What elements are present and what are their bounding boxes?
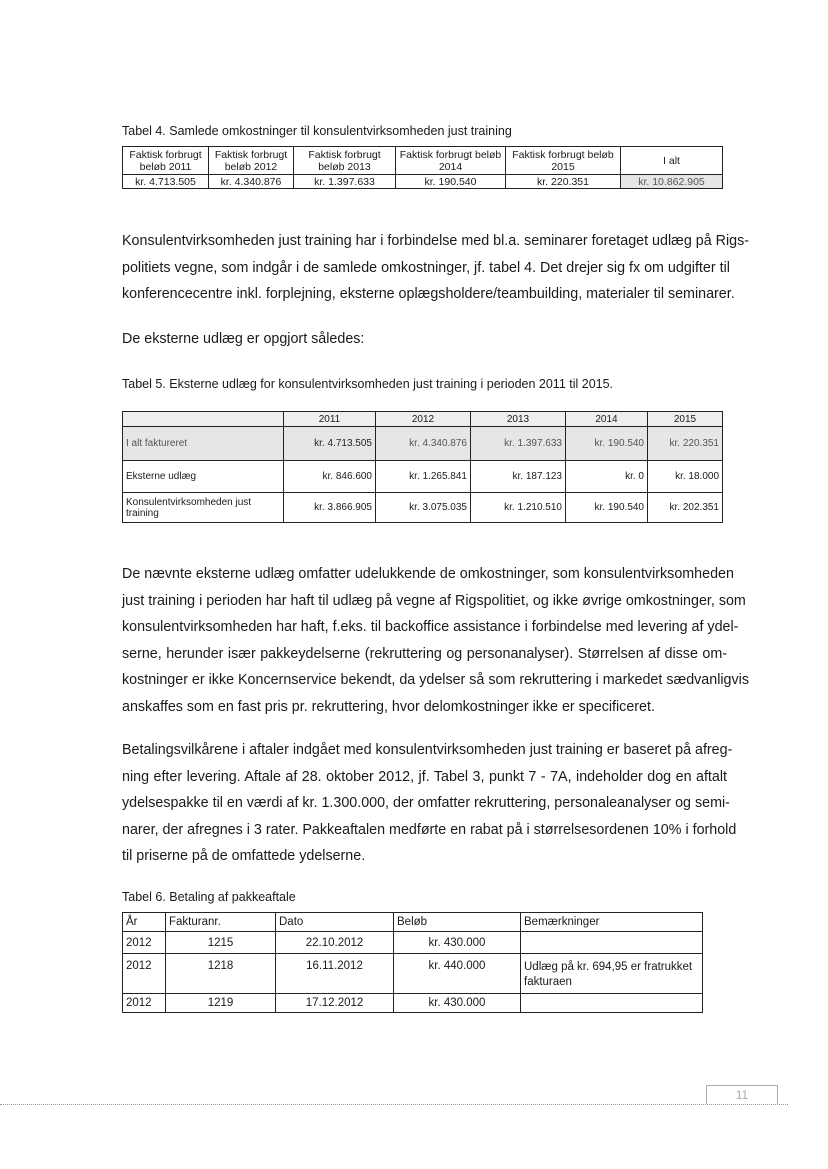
table4-cell: kr. 4.713.505	[123, 175, 209, 189]
table4-header: Faktisk forbrugt beløb 2015	[506, 147, 621, 175]
text-line: ydelsespakke til en værdi af kr. 1.300.000, der omfatter rekruttering, personaleanalyser og semi-	[122, 795, 730, 811]
table4-header: Faktisk forbrugt beløb 2013	[294, 147, 396, 175]
table5-cell: kr. 3.866.905	[284, 493, 376, 523]
paragraph-1	[122, 228, 750, 308]
table4-caption: Tabel 4. Samlede omkostninger til konsulentvirksomheden just training	[122, 124, 512, 138]
table6-header: Beløb	[394, 913, 521, 932]
table4-cell: kr. 1.397.633	[294, 175, 396, 189]
text-line: anskaffes som en fast pris pr. rekruttering, hvor delomkostninger ikke er specificeret.	[122, 698, 655, 715]
row-label: Eksterne udlæg	[123, 461, 284, 493]
table5-cell: kr. 187.123	[471, 461, 566, 493]
table6-cell: 22.10.2012	[276, 932, 394, 954]
table6-cell	[521, 994, 703, 1013]
table4-cell: kr. 4.340.876	[209, 175, 294, 189]
table6-cell: 2012	[123, 954, 166, 994]
table5-cell: kr. 4.713.505	[284, 427, 376, 461]
table4-header: Faktisk forbrugt beløb 2012	[209, 147, 294, 175]
footer-divider	[0, 1104, 788, 1105]
table5-cell: kr. 1.397.633	[471, 427, 566, 461]
text-line: ning efter levering. Aftale af 28. oktober 2012, jf. Tabel 3, punkt 7 - 7A, indeholder dog en aftalt	[122, 768, 727, 785]
table4-header: Faktisk forbrugt beløb 2011	[123, 147, 209, 175]
table6-cell	[521, 932, 703, 954]
table6-cell: kr. 430.000	[394, 932, 521, 954]
table6-header: Bemærkninger	[521, 913, 703, 932]
table6-cell: 17.12.2012	[276, 994, 394, 1013]
table5-cell: kr. 1.210.510	[471, 493, 566, 523]
table6-cell: 16.11.2012	[276, 954, 394, 994]
table6-cell: kr. 440.000	[394, 954, 521, 994]
table4	[122, 146, 723, 189]
text-line: konferencecentre inkl. forplejning, eksterne oplægsholdere/teambuilding, materialer til seminarer.	[122, 286, 735, 302]
text-line: serne, herunder især pakkeydelserne (rekruttering og personanalyser). Størrelsen af disse om-	[122, 645, 727, 662]
year-header: 2013	[471, 412, 566, 427]
table6-caption: Tabel 6. Betaling af pakkeaftale	[122, 890, 296, 904]
year-header: 2014	[566, 412, 648, 427]
table5-cell: kr. 18.000	[648, 461, 723, 493]
text-line: just training i perioden har haft til udlæg på vegne af Rigspolitiet, og ikke øvrige omkostninger, som	[122, 592, 746, 609]
table-row	[123, 932, 703, 954]
text-line: til priserne på de omfattede ydelserne.	[122, 848, 366, 864]
table6-header: Dato	[276, 913, 394, 932]
text-line: Betalingsvilkårene i aftaler indgået med konsulentvirksomheden just training er baseret på afreg-	[122, 742, 733, 758]
table6-cell: kr. 430.000	[394, 994, 521, 1013]
table4-header: Faktisk forbrugt beløb 2014	[396, 147, 506, 175]
table-row	[123, 994, 703, 1013]
table5-cell: kr. 190.540	[566, 427, 648, 461]
text-line: Konsulentvirksomheden just training har i forbindelse med bl.a. seminarer foretaget udlæg på Rigs-	[122, 233, 750, 249]
table5-cell: kr. 220.351	[648, 427, 723, 461]
paragraph-4	[122, 737, 737, 870]
table6-cell: 2012	[123, 932, 166, 954]
table5-cell: kr. 1.265.841	[376, 461, 471, 493]
text-line: De nævnte eksterne udlæg omfatter udelukkende de omkostninger, som konsulentvirksomheden	[122, 566, 734, 582]
table5-cell: kr. 190.540	[566, 493, 648, 523]
table4-cell: kr. 190.540	[396, 175, 506, 189]
text-line: narer, der afregnes i 3 rater. Pakkeaftalen medførte en rabat på i størrelsesordenen 10% i forhold	[122, 821, 737, 838]
table5-caption: Tabel 5. Eksterne udlæg for konsulentvirksomheden just training i perioden 2011 til 2015.	[122, 377, 614, 391]
text-line: kostninger er ikke Koncernservice bekendt, da ydelser så som rekruttering i markedet sædvanligvis	[122, 672, 749, 688]
text-line: De eksterne udlæg er opgjort således:	[122, 331, 365, 347]
table6-cell: 2012	[123, 994, 166, 1013]
table5-cell: kr. 846.600	[284, 461, 376, 493]
table6-header: Fakturanr.	[166, 913, 276, 932]
table5-cell: kr. 202.351	[648, 493, 723, 523]
paragraph-3	[122, 561, 749, 720]
paragraph-2	[122, 326, 727, 353]
table6-cell: 1218	[166, 954, 276, 994]
table-row	[123, 461, 723, 493]
table-row	[123, 493, 723, 523]
table5	[122, 411, 723, 523]
table6-cell: 1215	[166, 932, 276, 954]
year-header: 2011	[284, 412, 376, 427]
page-number: 11	[706, 1085, 778, 1104]
table6-header: År	[123, 913, 166, 932]
table4-cell: kr. 220.351	[506, 175, 621, 189]
table-row	[123, 954, 703, 994]
table5-cell: kr. 0	[566, 461, 648, 493]
text-line: politiets vegne, som indgår i de samlede omkostninger, jf. tabel 4. Det drejer sig fx om udgifter til	[122, 259, 730, 276]
table4-total: kr. 10.862.905	[621, 175, 723, 189]
table5-cell: kr. 4.340.876	[376, 427, 471, 461]
text-line: konsulentvirksomheden har haft, f.eks. til backoffice assistance i forbindelse med levering af ydel-	[122, 619, 739, 635]
table6-cell: Udlæg på kr. 694,95 er fratrukket fakturaen	[521, 954, 703, 994]
row-label: I alt faktureret	[123, 427, 284, 461]
table4-header: I alt	[621, 147, 723, 175]
table6-cell: 1219	[166, 994, 276, 1013]
table-row	[123, 427, 723, 461]
table6	[122, 912, 703, 1013]
year-header: 2015	[648, 412, 723, 427]
year-header: 2012	[376, 412, 471, 427]
table5-cell: kr. 3.075.035	[376, 493, 471, 523]
row-label: Konsulentvirksomheden just training	[123, 493, 284, 523]
